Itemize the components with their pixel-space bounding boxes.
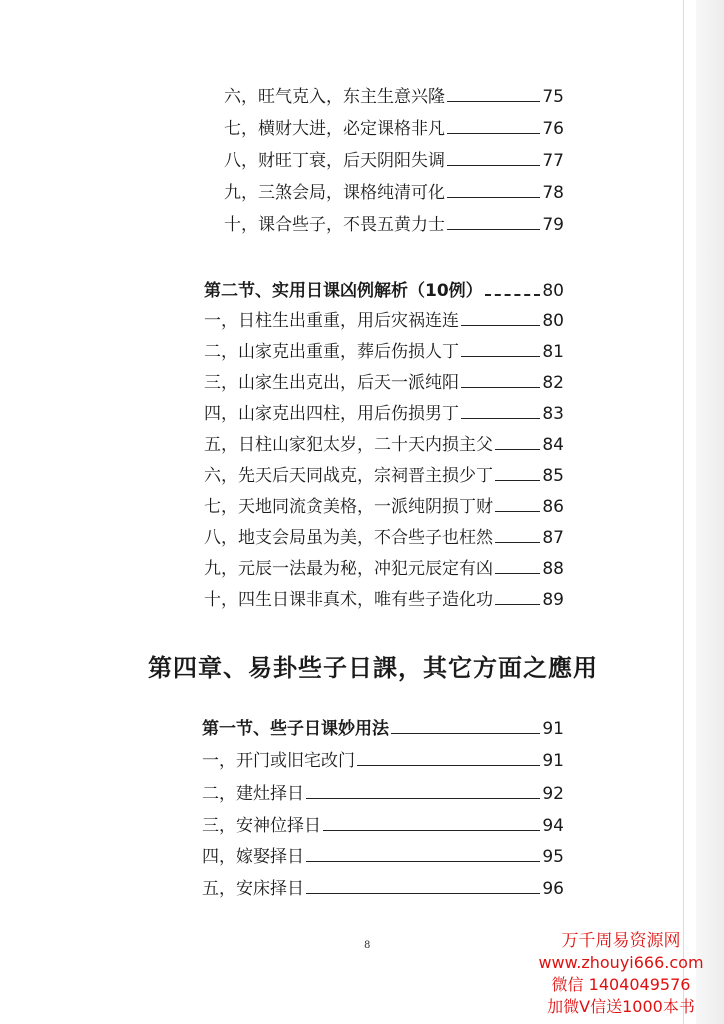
toc-entry-page: 85 bbox=[542, 466, 564, 486]
toc-entry-label: 二，山家克出重重，葬后伤损人丁 bbox=[204, 342, 459, 362]
toc-leader-line bbox=[357, 765, 540, 766]
toc-leader-line bbox=[495, 542, 540, 543]
toc-entry bbox=[224, 182, 564, 204]
toc-entry bbox=[204, 496, 564, 518]
toc-leader-line bbox=[447, 165, 540, 166]
toc-leader-line bbox=[391, 733, 540, 734]
chapter-heading: 第四章、易卦些子日課，其它方面之應用 bbox=[148, 654, 598, 682]
toc-entry-label: 五，日柱山家犯太岁，二十天内损主父 bbox=[204, 435, 493, 455]
toc-entry-label: 四，山家克出四柱，用后伤损男丁 bbox=[204, 404, 459, 424]
toc-leader-line bbox=[461, 387, 540, 388]
section-heading bbox=[204, 280, 564, 302]
page-number: 8 bbox=[364, 940, 371, 951]
toc-entry-label: 一，日柱生出重重，用后灾祸连连 bbox=[204, 311, 459, 331]
toc-leader-line bbox=[447, 197, 540, 198]
toc-entry-label: 九，元辰一法最为秘，冲犯元辰定有凶 bbox=[204, 559, 493, 579]
toc-leader-line bbox=[323, 830, 540, 831]
toc-entry-label: 三，安神位择日 bbox=[202, 816, 321, 836]
toc-entry bbox=[204, 310, 564, 332]
toc-entry-page: 88 bbox=[542, 559, 564, 579]
toc-entry bbox=[204, 403, 564, 425]
toc-entry-page: 84 bbox=[542, 435, 564, 455]
toc-entry-page: 96 bbox=[542, 879, 564, 899]
toc-entry bbox=[204, 372, 564, 394]
toc-entry-label: 九，三煞会局，课格纯清可化 bbox=[224, 183, 445, 203]
toc-entry bbox=[224, 118, 564, 140]
toc-entry bbox=[202, 783, 564, 805]
toc-entry bbox=[224, 214, 564, 236]
toc-entry-page: 79 bbox=[542, 215, 564, 235]
toc-entry-label: 五，安床择日 bbox=[202, 879, 304, 899]
toc-leader-line bbox=[447, 133, 540, 134]
toc-entry-label: 十，四生日课非真术，唯有些子造化功 bbox=[204, 590, 493, 610]
toc-entry bbox=[202, 750, 564, 772]
toc-entry-page: 95 bbox=[542, 847, 564, 867]
toc-entry bbox=[204, 341, 564, 363]
toc-entry-page: 75 bbox=[542, 87, 564, 107]
toc-entry-page: 76 bbox=[542, 119, 564, 139]
watermark-promo: 加微V信送1000本书 bbox=[547, 997, 695, 1016]
watermark-url: www.zhouyi666.com bbox=[538, 953, 704, 972]
toc-entry bbox=[224, 150, 564, 172]
toc-leader-dashed bbox=[485, 294, 541, 296]
watermark-block bbox=[526, 930, 716, 1018]
toc-entry bbox=[202, 846, 564, 868]
toc-entry-page: 94 bbox=[542, 816, 564, 836]
section-heading-page: 91 bbox=[542, 719, 564, 739]
toc-leader-line bbox=[495, 511, 540, 512]
toc-leader-line bbox=[447, 101, 540, 102]
toc-entry bbox=[204, 465, 564, 487]
toc-entry-label: 四，嫁娶择日 bbox=[202, 847, 304, 867]
toc-entry-page: 81 bbox=[542, 342, 564, 362]
toc-entry-label: 八，财旺丁衰，后天阴阳失调 bbox=[224, 151, 445, 171]
toc-entry-label: 三，山家生出克出，后天一派纯阳 bbox=[204, 373, 459, 393]
toc-entry-page: 91 bbox=[542, 751, 564, 771]
toc-entry-label: 十，课合些子，不畏五黄力士 bbox=[224, 215, 445, 235]
section-heading-label: 第二节、实用日课凶例解析（10例） bbox=[204, 281, 483, 301]
toc-leader-line bbox=[495, 480, 540, 481]
toc-entry bbox=[204, 434, 564, 456]
toc-leader-line bbox=[495, 449, 540, 450]
toc-entry-label: 八，地支会局虽为美，不合些子也枉然 bbox=[204, 528, 493, 548]
toc-entry-page: 87 bbox=[542, 528, 564, 548]
watermark-site-name: 万千周易资源网 bbox=[561, 931, 681, 951]
toc-entry-label: 七，天地同流贪美格，一派纯阴损丁财 bbox=[204, 497, 493, 517]
toc-entry-page: 80 bbox=[542, 311, 564, 331]
section-heading bbox=[202, 718, 564, 740]
toc-entry-page: 86 bbox=[542, 497, 564, 517]
toc-entry-label: 二，建灶择日 bbox=[202, 784, 304, 804]
toc-entry bbox=[202, 815, 564, 837]
toc-entry-page: 89 bbox=[542, 590, 564, 610]
toc-entry-label: 一，开门或旧宅改门 bbox=[202, 751, 355, 771]
toc-leader-line bbox=[306, 861, 540, 862]
toc-entry-label: 七，横财大进，必定课格非凡 bbox=[224, 119, 445, 139]
toc-entry-page: 77 bbox=[542, 151, 564, 171]
toc-entry-label: 六，旺气克入，东主生意兴隆 bbox=[224, 87, 445, 107]
toc-leader-line bbox=[461, 418, 540, 419]
toc-leader-line bbox=[461, 325, 540, 326]
page-edge-line bbox=[683, 0, 684, 1024]
toc-entry-page: 92 bbox=[542, 784, 564, 804]
toc-leader-line bbox=[447, 229, 540, 230]
toc-entry-label: 六，先天后天同战克，宗祠晋主损少丁 bbox=[204, 466, 493, 486]
toc-entry bbox=[204, 527, 564, 549]
toc-leader-line bbox=[306, 893, 540, 894]
toc-leader-line bbox=[495, 604, 540, 605]
toc-entry bbox=[204, 558, 564, 580]
toc-leader-line bbox=[306, 798, 540, 799]
toc-entry-page: 78 bbox=[542, 183, 564, 203]
toc-entry bbox=[202, 878, 564, 900]
toc-leader-line bbox=[461, 356, 540, 357]
watermark-wechat: 微信 1404049576 bbox=[551, 975, 691, 994]
toc-entry-page: 82 bbox=[542, 373, 564, 393]
toc-leader-line bbox=[495, 573, 540, 574]
section-heading-label: 第一节、些子日课妙用法 bbox=[202, 719, 389, 739]
toc-entry bbox=[224, 86, 564, 108]
toc-entry-page: 83 bbox=[542, 404, 564, 424]
toc-entry bbox=[204, 589, 564, 611]
section-heading-page: 80 bbox=[542, 281, 564, 301]
page-edge-shadow bbox=[696, 0, 724, 1024]
